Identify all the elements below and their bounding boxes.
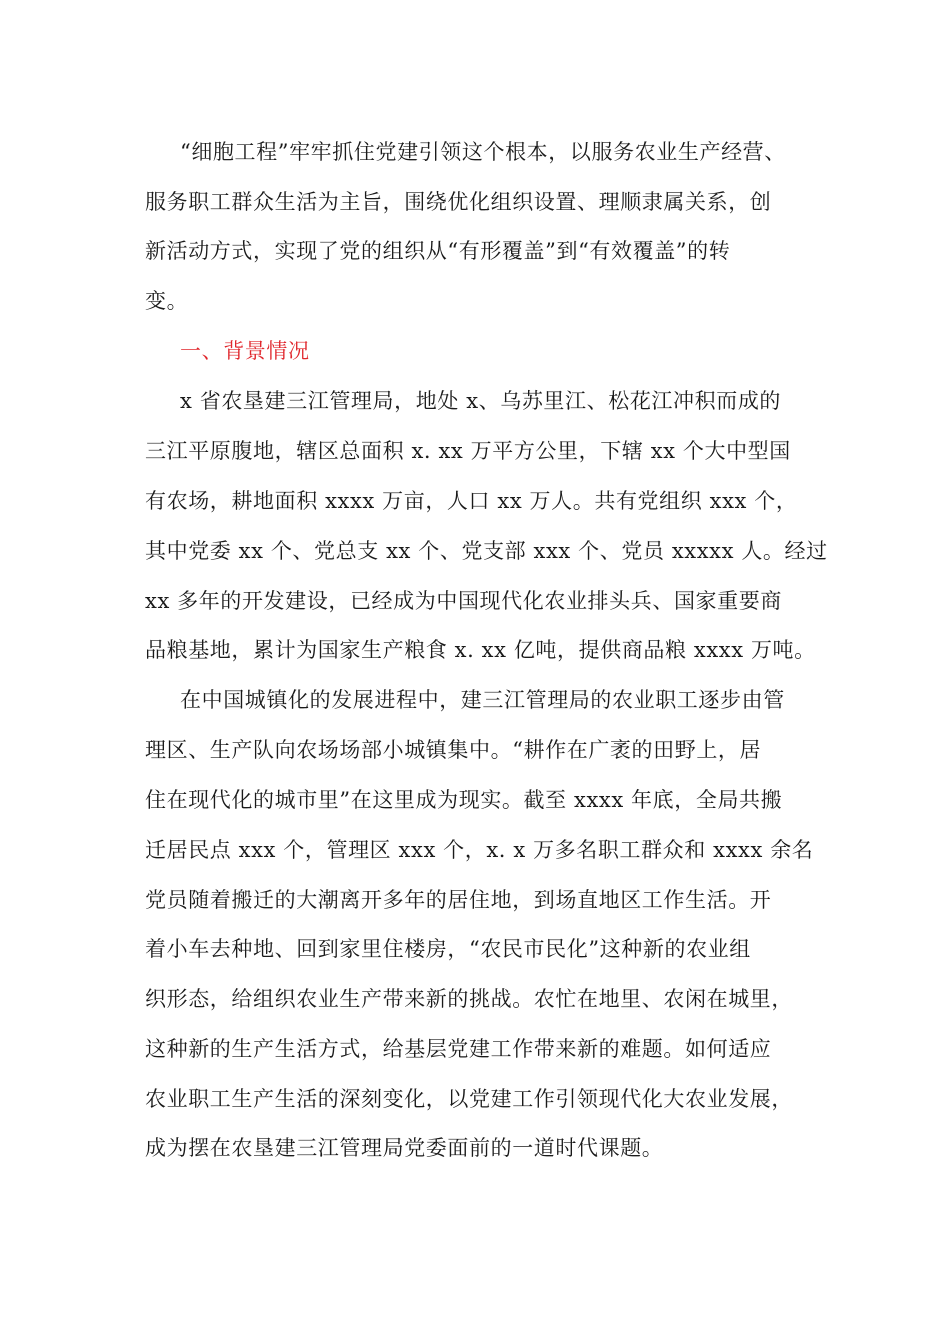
para2-line: 党员随着搬迁的大潮离开多年的居住地，到场直地区工作生活。开 (145, 888, 772, 912)
para1-line: 有农场，耕地面积 xxxx 万亩，人口 xx 万人。共有党组织 xxx 个， (145, 489, 798, 513)
para2-line: 织形态，给组织农业生产带来新的挑战。农忙在地里、农闲在城里， (145, 987, 793, 1011)
para2-line: 理区、生产队向农场场部小城镇集中。“耕作在广袤的田野上，居 (145, 738, 762, 762)
para1-line: 其中党委 xx 个、党总支 xx 个、党支部 xxx 个、党员 xxxxx 人。经过 (145, 539, 828, 563)
para2-line: 农业职工生产生活的深刻变化，以党建工作引领现代化大农业发展， (145, 1087, 793, 1111)
para1-line: 三江平原腹地，辖区总面积 x. xx 万平方公里，下辖 xx 个大中型国 (145, 439, 791, 463)
para1-line: 品粮基地，累计为国家生产粮食 x. xx 亿吨，提供商品粮 xxxx 万吨。 (145, 638, 816, 662)
para2-line: 这种新的生产生活方式，给基层党建工作带来新的难题。如何适应 (145, 1037, 772, 1061)
intro-line: 变。 (145, 289, 189, 313)
para1-line: x 省农垦建三江管理局，地处 x、乌苏里江、松花江冲积而成的 (180, 389, 782, 413)
para2-line: 住在现代化的城市里”在这里成为现实。截至 xxxx 年底，全局共搬 (145, 788, 783, 812)
intro-line: 新活动方式，实现了党的组织从“有形覆盖”到“有效覆盖”的转 (145, 239, 731, 263)
para2-line: 成为摆在农垦建三江管理局党委面前的一道时代课题。 (145, 1136, 664, 1160)
section-heading: 一、背景情况 (180, 339, 310, 363)
intro-line: “细胞工程”牢牢抓住党建引领这个根本，以服务农业生产经营、 (180, 140, 786, 164)
para2-line: 着小车去种地、回到家里住楼房，“农民市民化”这种新的农业组 (145, 937, 751, 961)
para2-line: 迁居民点 xxx 个，管理区 xxx 个，x. x 万多名职工群众和 xxxx 余名 (145, 838, 814, 862)
para2-line: 在中国城镇化的发展进程中，建三江管理局的农业职工逐步由管 (180, 688, 785, 712)
para1-line: xx 多年的开发建设，已经成为中国现代化农业排头兵、国家重要商 (145, 589, 782, 613)
intro-line: 服务职工群众生活为主旨，围绕优化组织设置、理顺隶属关系，创 (145, 190, 772, 214)
